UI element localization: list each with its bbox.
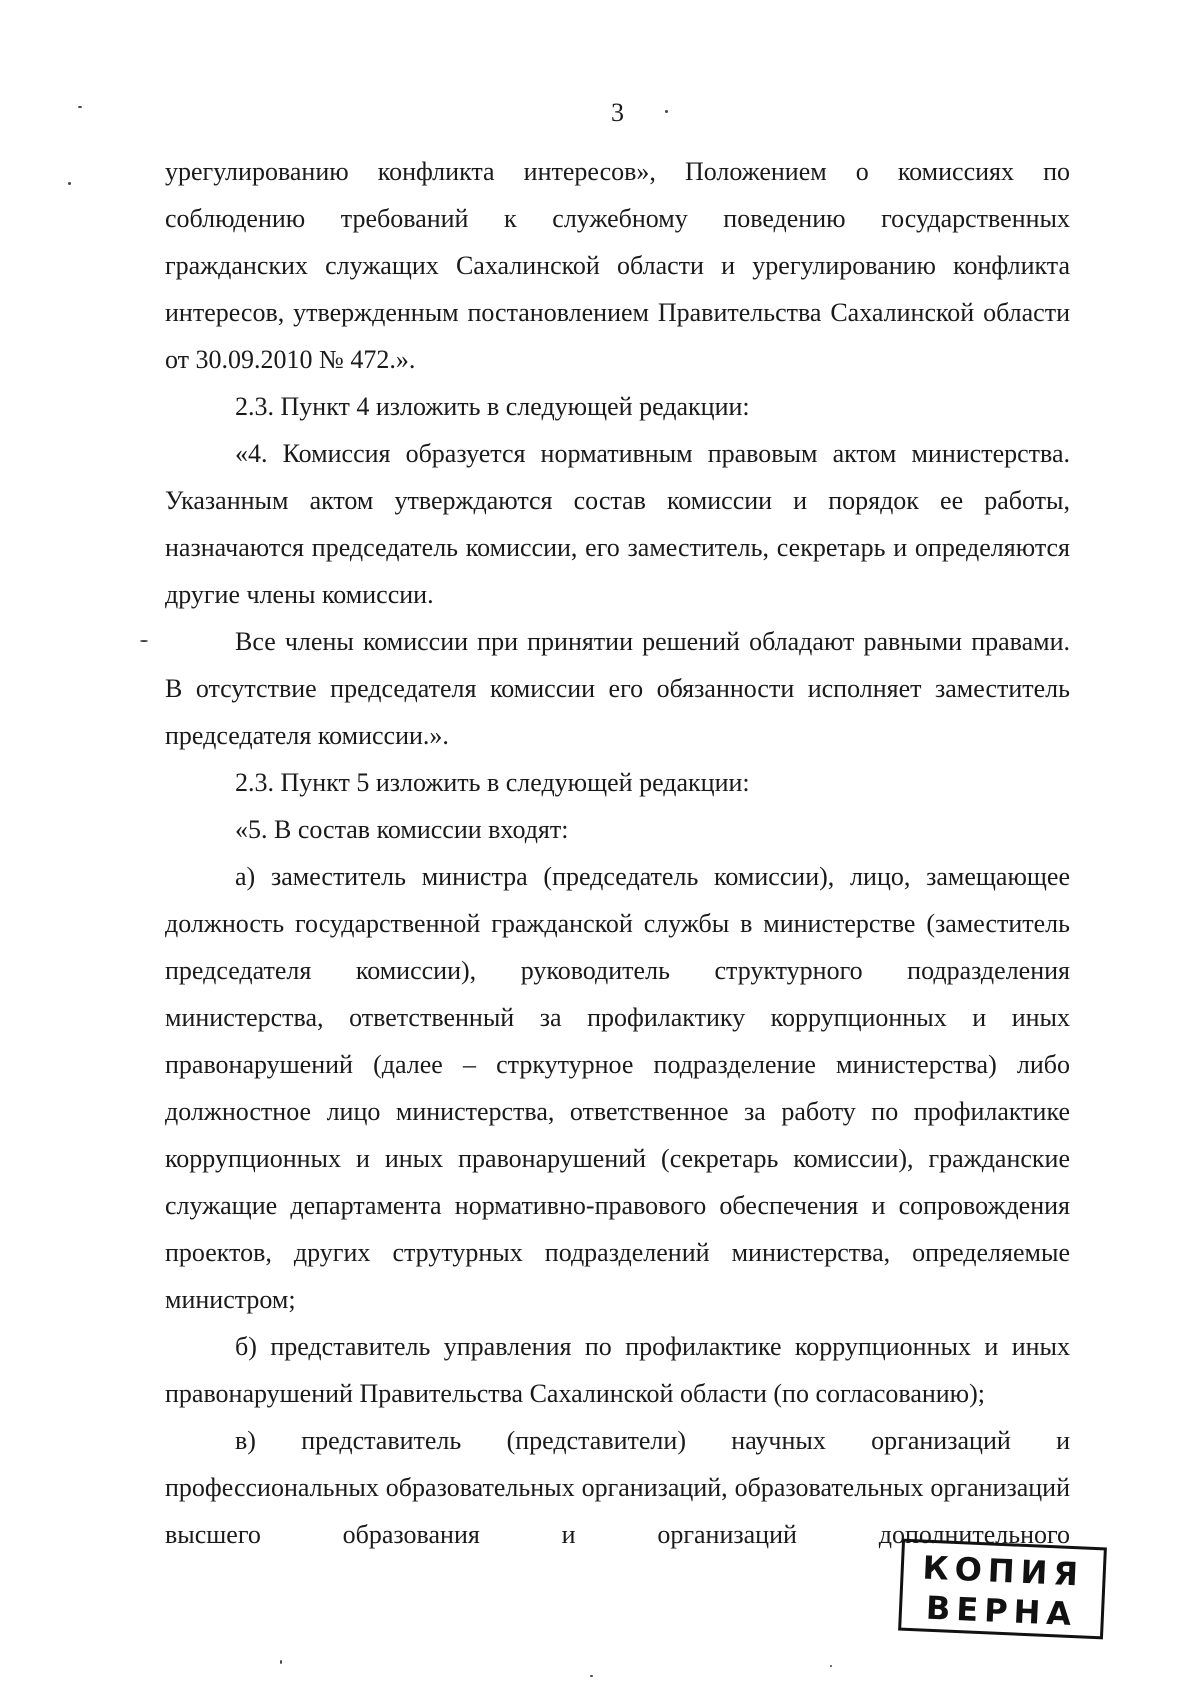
paragraph-commission-rights: Все члены комиссии при принятии решений обладают равными правами. В отсутствие председателя комиссии его обязанности исполняет заместитель председателя комиссии.». bbox=[165, 627, 1070, 750]
scan-speck bbox=[78, 106, 82, 108]
paragraph-clause-2-3-point-4: 2.3. Пункт 4 изложить в следующей редакции: bbox=[235, 392, 750, 421]
scan-speck bbox=[68, 182, 71, 185]
paragraph-item-b: б) представитель управления по профилактике коррупционных и иных правонарушений Правительства Сахалинской области (по согласованию); bbox=[165, 1332, 1070, 1408]
scan-speck bbox=[280, 1660, 282, 1664]
scan-speck bbox=[830, 1665, 832, 1667]
paragraph-item-v: в) представитель (представители) научных организаций и профессиональных образовательных организаций, образовательных организаций высшего образования и организаций дополнительного bbox=[165, 1426, 1070, 1549]
scan-speck bbox=[665, 110, 668, 113]
paragraph-clause-2-3-point-5: 2.3. Пункт 5 изложить в следующей редакции: bbox=[235, 768, 750, 797]
scan-speck bbox=[140, 640, 148, 642]
paragraph-item-a: а) заместитель министра (председатель комиссии), лицо, замещающее должность государственной гражданской службы в министерстве (заместитель председателя комиссии), руководитель структурного подразделения министерства, ответственный за профилактику коррупционных и иных правонарушений (далее – стркутурное подразделение министерства) либо должностное лицо министерства, ответственное за работу по профилактике коррупционных и иных правонарушений (секретарь комиссии), гражданские служащие департамента нормативно-правового обеспечения и сопровождения проектов, других струтурных подразделений министерства, определяемые министром; bbox=[165, 862, 1070, 1314]
stamp-line-2: ВЕРНА bbox=[925, 1588, 1078, 1634]
paragraph-continuation: урегулированию конфликта интересов», Положением о комиссиях по соблюдению требований к служебному поведению государственных гражданских служащих Сахалинской области и урегулированию конфликта интересов, утвержденным постановлением Правительства Сахалинской области от 30.09.2010 № 472.». bbox=[165, 157, 1070, 374]
stamp-line-1: КОПИЯ bbox=[921, 1548, 1085, 1594]
scan-speck bbox=[590, 1675, 593, 1677]
document-body bbox=[165, 148, 1070, 1558]
page-number: 3 bbox=[611, 98, 624, 127]
paragraph-point-4-text: «4. Комиссия образуется нормативным правовым актом министерства. Указанным актом утверждаются состав комиссии и порядок ее работы, назначаются председатель комиссии, его заместитель, секретарь и определяются другие члены комиссии. bbox=[165, 439, 1070, 609]
copy-certified-stamp bbox=[898, 1539, 1107, 1640]
paragraph-point-5-intro: «5. В состав комиссии входят: bbox=[235, 815, 569, 844]
